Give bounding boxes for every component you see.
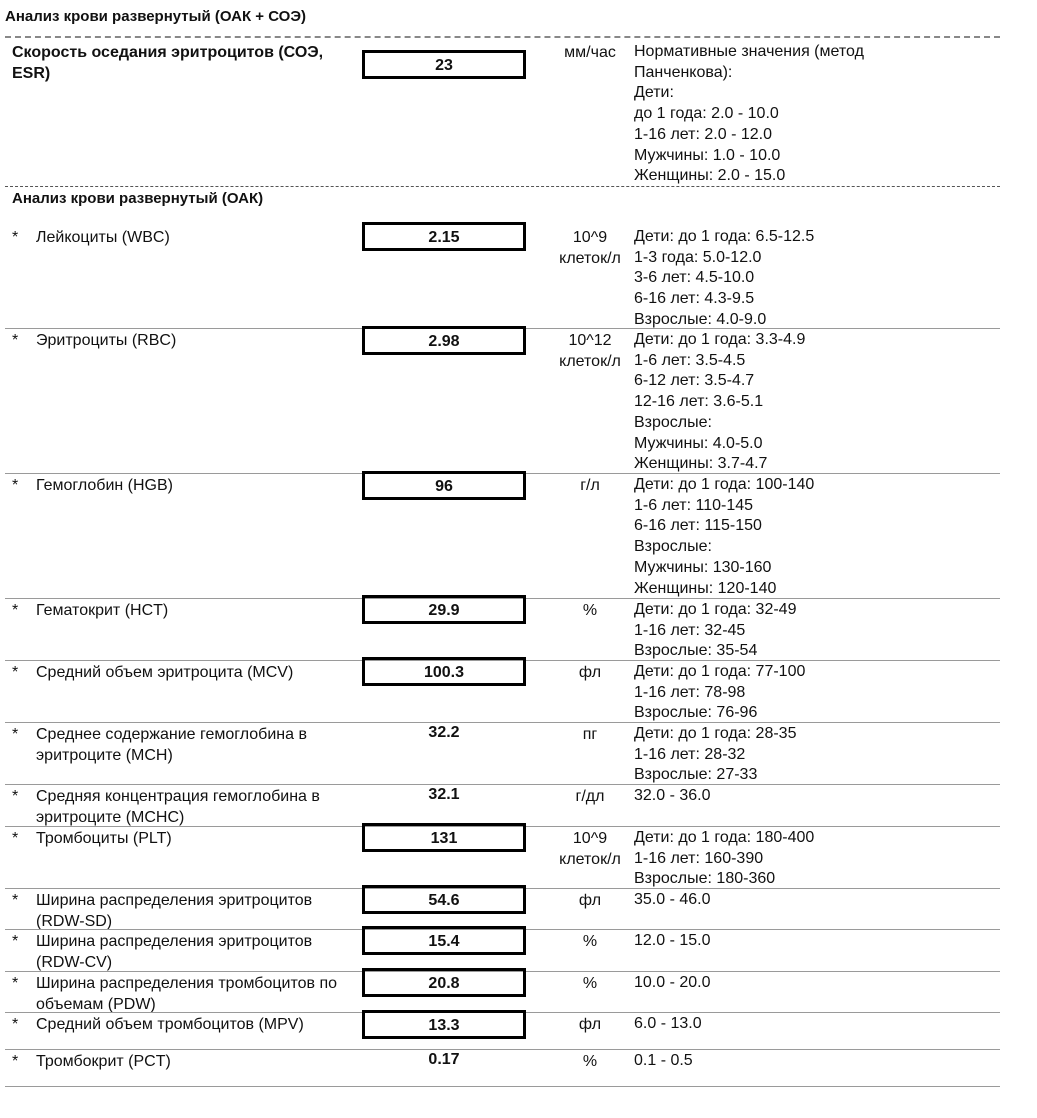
unit-line: г/л	[580, 477, 600, 494]
test-value: 32.1	[428, 786, 460, 803]
row-marker: *	[12, 477, 19, 494]
document-title: Анализ крови развернутый (ОАК + СОЭ)	[5, 8, 307, 25]
test-value: 2.15	[362, 222, 526, 251]
test-name: Лейкоциты (WBC)	[36, 229, 170, 246]
test-unit	[550, 828, 630, 870]
test-value: 20.8	[362, 968, 526, 997]
test-value: 29.9	[362, 595, 526, 624]
test-name: Гемоглобин (HGB)	[36, 477, 173, 494]
row-marker: *	[12, 892, 19, 909]
reference-line: 35.0 - 46.0	[634, 891, 711, 908]
reference-line: Дети: до 1 года: 6.5-12.5	[634, 228, 815, 245]
test-unit	[550, 600, 630, 621]
reference-line: 1-16 лет: 78-98	[634, 683, 746, 701]
reference-line: Взрослые: 180-360	[634, 870, 776, 888]
row-marker: *	[12, 602, 19, 619]
reference-range	[634, 227, 1004, 331]
test-name: Эритроциты (RBC)	[36, 332, 177, 349]
test-value: 131	[362, 823, 526, 852]
unit-line: %	[582, 602, 598, 619]
row-marker: *	[12, 975, 19, 992]
reference-line: Дети: до 1 года: 180-400	[634, 829, 815, 846]
reference-line: Взрослые:	[634, 413, 712, 431]
unit-line: г/дл	[575, 788, 605, 805]
esr-unit: мм/час	[564, 44, 616, 61]
test-name: Ширина распределения тромбоцитов по объемам (PDW)	[36, 975, 338, 1013]
unit-line: клеток/л	[559, 250, 621, 267]
row-marker: *	[12, 726, 19, 743]
row-marker: *	[12, 1016, 19, 1033]
reference-range	[634, 931, 1004, 952]
test-value: 15.4	[362, 926, 526, 955]
row-marker: *	[12, 332, 19, 349]
unit-line: фл	[578, 892, 602, 909]
esr-test-name: Скорость оседания эритроцитов (СОЭ, ESR)	[12, 44, 324, 82]
reference-line: 1-16 лет: 28-32	[634, 745, 746, 763]
reference-line: Взрослые: 76-96	[634, 704, 758, 722]
reference-line: Женщины: 2.0 - 15.0	[634, 167, 786, 185]
test-value: 32.2	[428, 724, 460, 741]
unit-line: фл	[578, 664, 602, 681]
row-marker: *	[12, 933, 19, 950]
test-unit	[550, 973, 630, 994]
row-divider	[5, 1086, 1000, 1087]
reference-range	[634, 1051, 1004, 1072]
test-unit	[550, 724, 630, 745]
reference-range	[634, 890, 1004, 911]
row-marker: *	[12, 788, 19, 805]
reference-line: 1-6 лет: 110-145	[634, 496, 754, 514]
unit-line: %	[582, 933, 598, 950]
unit-line: %	[582, 1053, 598, 1070]
test-name: Тромбокрит (PCT)	[36, 1053, 171, 1070]
reference-line: Нормативные значения (метод	[634, 43, 864, 60]
reference-line: Дети: до 1 года: 3.3-4.9	[634, 331, 806, 348]
reference-line: 1-16 лет: 160-390	[634, 849, 764, 867]
section-title: Анализ крови развернутый (ОАК)	[12, 190, 264, 207]
test-value: 2.98	[362, 326, 526, 355]
test-name: Средняя концентрация гемоглобина в эритроците (MCHC)	[36, 788, 320, 826]
reference-line: 6-16 лет: 4.3-9.5	[634, 290, 755, 308]
reference-range	[634, 1014, 1004, 1035]
reference-line: 1-16 лет: 32-45	[634, 621, 746, 639]
reference-range	[634, 330, 1004, 475]
reference-line: 12-16 лет: 3.6-5.1	[634, 393, 764, 411]
reference-line: Мужчины: 4.0-5.0	[634, 434, 763, 452]
test-unit	[550, 330, 630, 372]
reference-line: Дети: до 1 года: 28-35	[634, 725, 797, 742]
reference-line: Дети: до 1 года: 77-100	[634, 663, 806, 680]
test-unit	[550, 227, 630, 269]
test-value: 54.6	[362, 885, 526, 914]
reference-line: 6-16 лет: 115-150	[634, 517, 762, 535]
header-divider	[5, 36, 1000, 38]
reference-line: 1-6 лет: 3.5-4.5	[634, 351, 746, 369]
section-divider	[5, 186, 1000, 187]
test-name: Средний объем тромбоцитов (MPV)	[36, 1016, 304, 1033]
unit-line: клеток/л	[559, 353, 621, 370]
row-marker: *	[12, 830, 19, 847]
unit-line: 10^9	[572, 830, 608, 847]
row-marker: *	[12, 664, 19, 681]
unit-line: 10^12	[568, 332, 612, 349]
reference-range	[634, 828, 1004, 890]
unit-line: 10^9	[572, 229, 608, 246]
reference-line: Мужчины: 1.0 - 10.0	[634, 146, 781, 164]
row-marker: *	[12, 1053, 19, 1070]
esr-reference-range	[634, 42, 1004, 187]
reference-line: 0.1 - 0.5	[634, 1052, 693, 1069]
test-name: Среднее содержание гемоглобина в эритроците (MCH)	[36, 726, 307, 764]
reference-line: до 1 года: 2.0 - 10.0	[634, 105, 779, 123]
reference-range	[634, 786, 1004, 807]
reference-line: 1-16 лет: 2.0 - 12.0	[634, 125, 772, 143]
test-name: Тромбоциты (PLT)	[36, 830, 172, 847]
test-name: Средний объем эритроцита (MCV)	[36, 664, 294, 681]
reference-line: 32.0 - 36.0	[634, 787, 711, 804]
reference-line: Дети: до 1 года: 32-49	[634, 601, 797, 618]
reference-range	[634, 600, 1004, 662]
test-name: Гематокрит (HCT)	[36, 602, 169, 619]
reference-line: Взрослые:	[634, 538, 712, 556]
test-name: Ширина распределения эритроцитов (RDW-CV)	[36, 933, 313, 971]
reference-line: 1-3 года: 5.0-12.0	[634, 248, 762, 266]
row-marker: *	[12, 229, 19, 246]
unit-line: %	[582, 975, 598, 992]
test-unit	[550, 890, 630, 911]
test-value: 96	[362, 471, 526, 500]
test-value: 100.3	[362, 657, 526, 686]
test-value: 0.17	[428, 1051, 460, 1068]
reference-line: Взрослые: 27-33	[634, 766, 758, 784]
unit-line: пг	[582, 726, 598, 743]
reference-line: 10.0 - 20.0	[634, 974, 711, 991]
test-unit	[550, 475, 630, 496]
test-unit	[550, 662, 630, 683]
reference-line: 6.0 - 13.0	[634, 1015, 702, 1032]
reference-line: Панченкова):	[634, 63, 733, 81]
reference-range	[634, 973, 1004, 994]
reference-range	[634, 662, 1004, 724]
reference-range	[634, 475, 1004, 599]
reference-line: Мужчины: 130-160	[634, 558, 772, 576]
test-value: 13.3	[362, 1010, 526, 1039]
reference-line: Дети:	[634, 84, 674, 102]
test-unit	[550, 1051, 630, 1072]
esr-value: 23	[362, 50, 526, 79]
test-unit	[550, 931, 630, 952]
test-name: Ширина распределения эритроцитов (RDW-SD)	[36, 892, 313, 930]
reference-line: Взрослые: 35-54	[634, 642, 758, 660]
unit-line: клеток/л	[559, 851, 621, 868]
reference-line: 6-12 лет: 3.5-4.7	[634, 372, 755, 390]
unit-line: фл	[578, 1016, 602, 1033]
reference-range	[634, 724, 1004, 786]
reference-line: Взрослые: 4.0-9.0	[634, 310, 767, 328]
test-unit	[550, 786, 630, 807]
reference-line: Дети: до 1 года: 100-140	[634, 476, 815, 493]
reference-line: 3-6 лет: 4.5-10.0	[634, 269, 755, 287]
reference-line: Женщины: 3.7-4.7	[634, 455, 768, 473]
reference-line: Женщины: 120-140	[634, 579, 777, 597]
test-unit	[550, 1014, 630, 1035]
reference-line: 12.0 - 15.0	[634, 932, 711, 949]
